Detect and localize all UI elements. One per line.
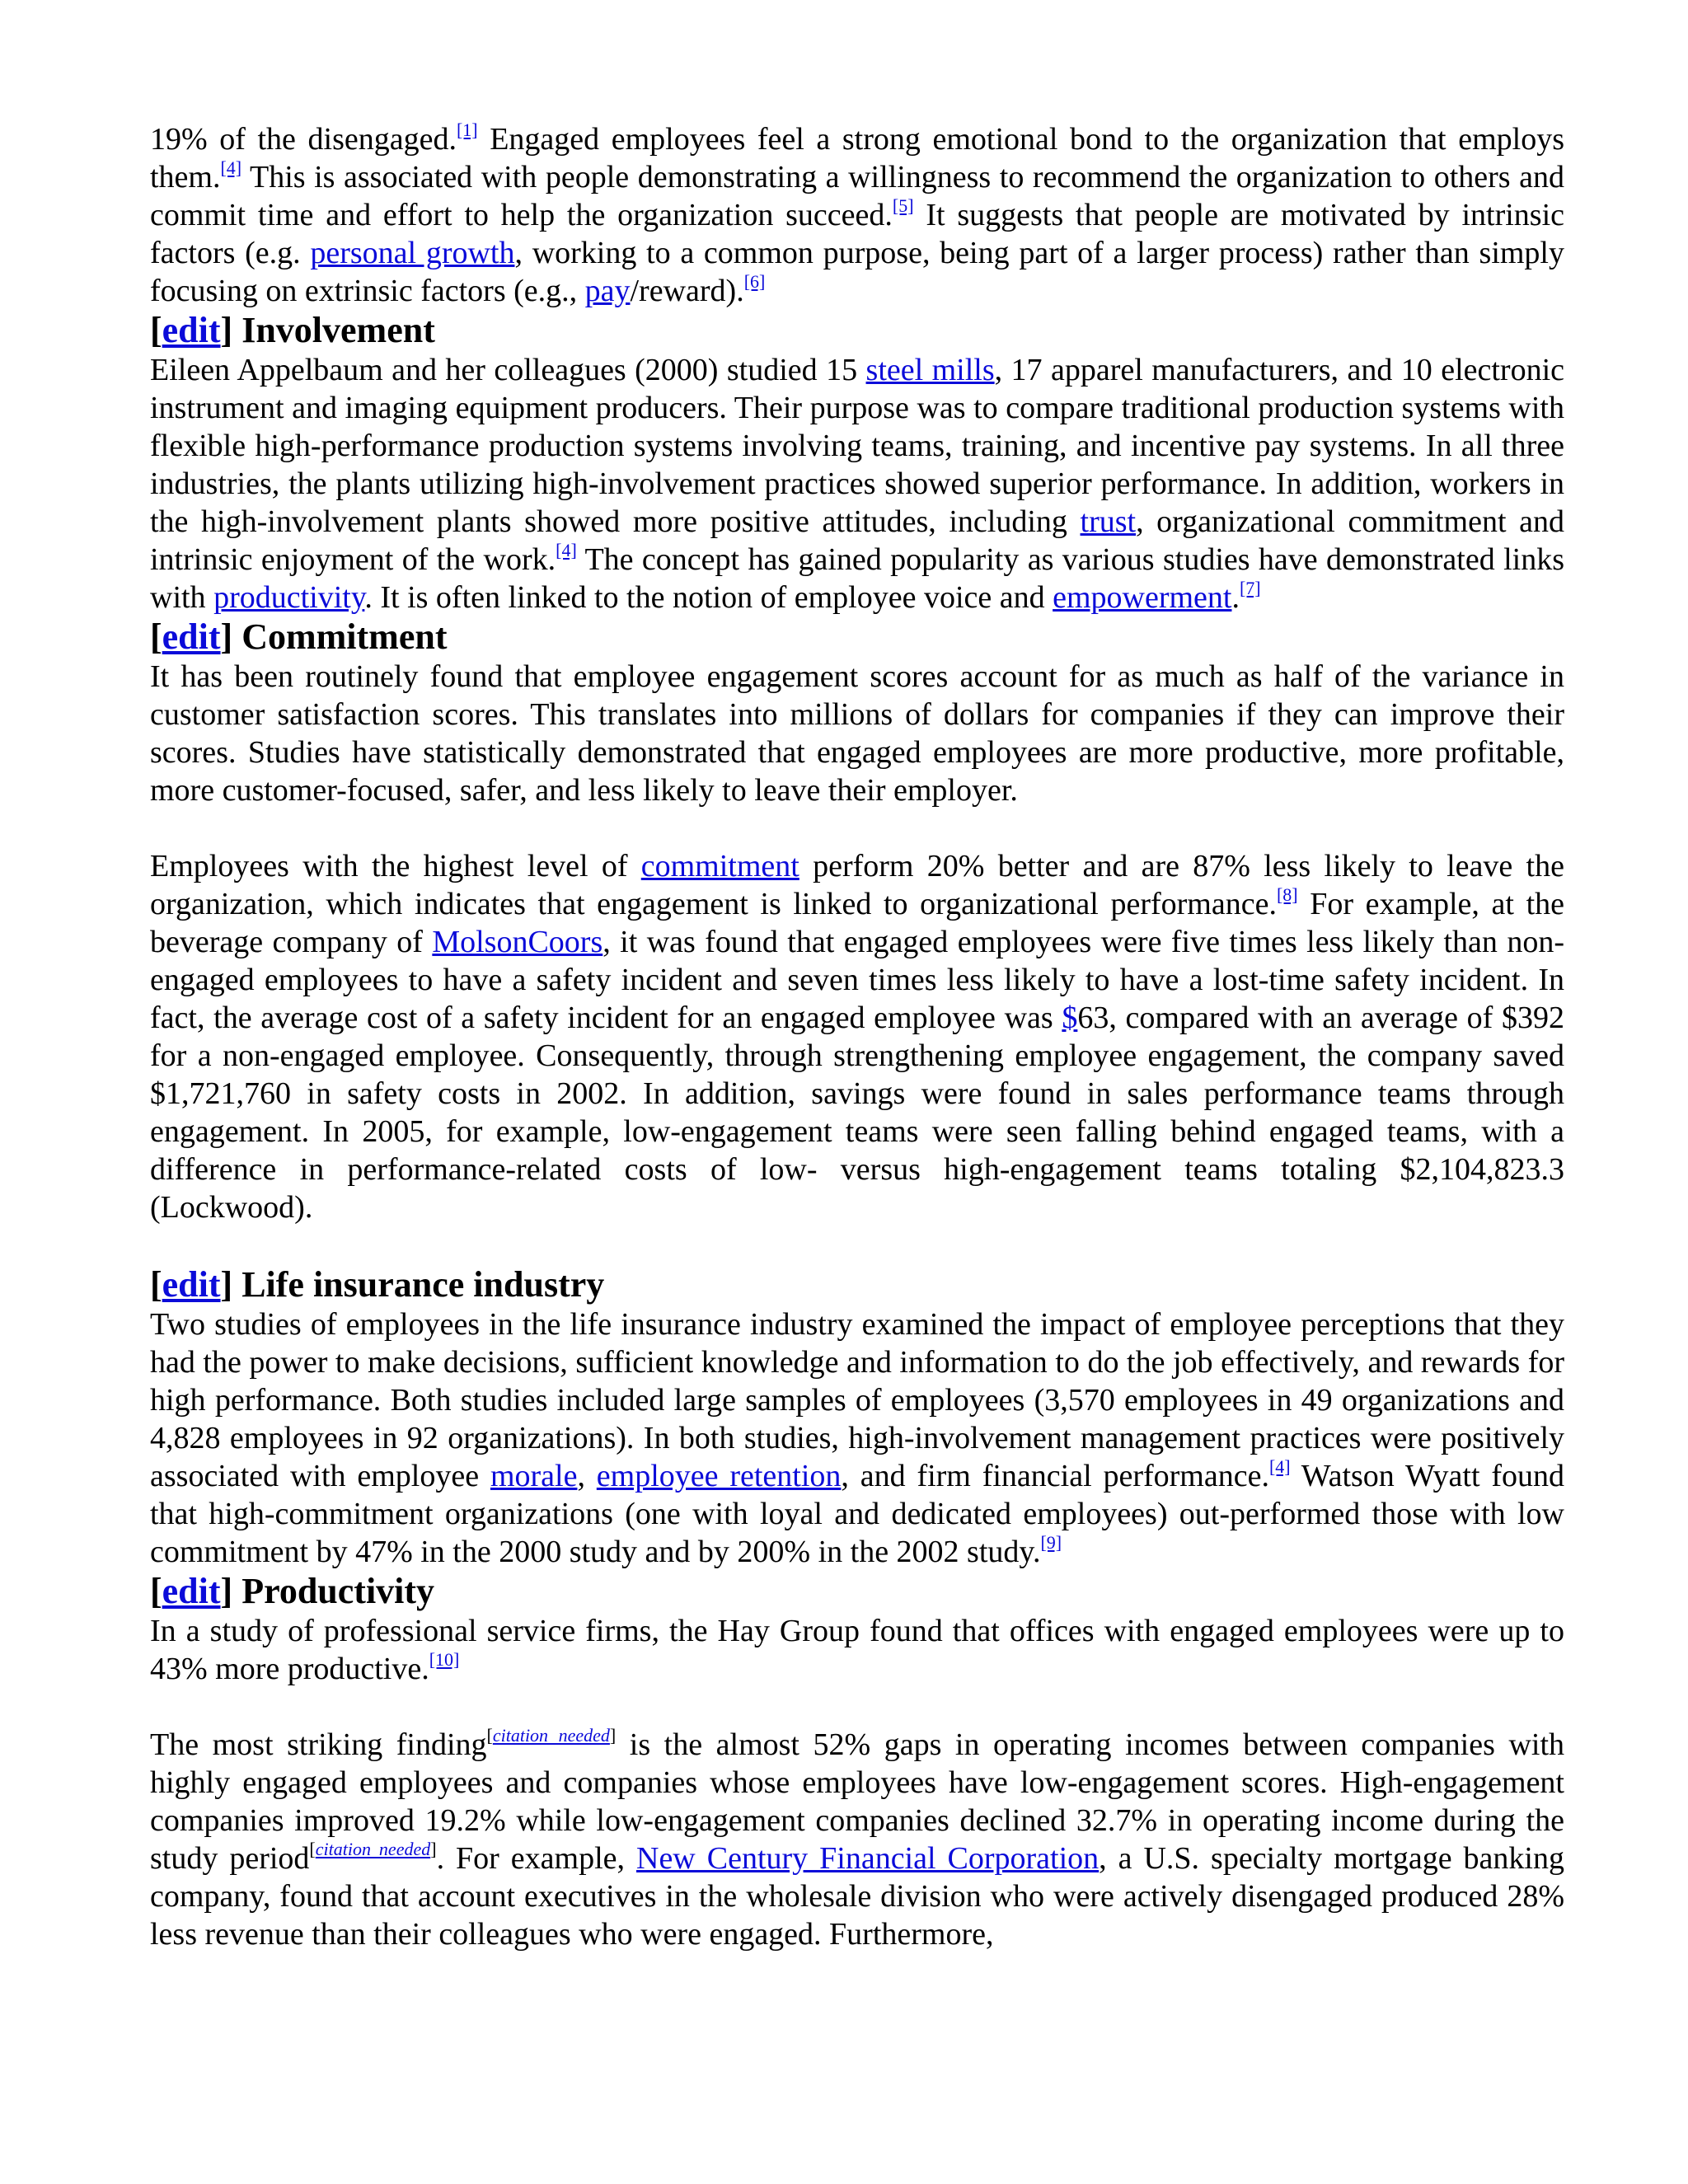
link-new-century-financial[interactable]: New Century Financial Corporation (636, 1841, 1100, 1876)
citation-ref[interactable] (1277, 884, 1298, 905)
section-heading-life-insurance: [edit] Life insurance industry (150, 1264, 605, 1305)
citation-ref[interactable] (744, 271, 766, 292)
text-run: Employees with the highest level of (150, 849, 641, 883)
link-personal-growth[interactable]: personal growth (310, 236, 515, 270)
edit-link-productivity[interactable]: edit (162, 1571, 221, 1611)
heading-text: Life insurance industry (241, 1264, 605, 1305)
text-run: , and firm financial performance. (841, 1459, 1269, 1493)
citation-link-8[interactable]: [8] (1276, 884, 1298, 905)
citation-ref[interactable] (556, 540, 577, 560)
link-molsoncoors[interactable]: MolsonCoors (432, 925, 603, 959)
citation-link-4[interactable]: [4] (220, 157, 242, 178)
section-heading-commitment: [edit] Commitment (150, 616, 448, 657)
heading-text: Involvement (241, 310, 435, 350)
link-commitment[interactable]: commitment (640, 849, 799, 883)
text-run: The most striking finding (150, 1727, 487, 1762)
text-run: /reward). (630, 274, 744, 308)
text-run: Watson Wyatt found that high-commitment organizations (one with loyal and dedicated employees) out-performed those with low commitment by 47% in the 2000 study and by 200% in the 2002 study. (150, 1459, 1564, 1569)
commitment-paragraph-2 (150, 847, 1564, 1226)
link-steel-mills[interactable]: steel mills (865, 353, 995, 387)
productivity-paragraph-1 (150, 1612, 1564, 1688)
intro-paragraph (150, 120, 1564, 310)
text-run: 63, compared with an average of $392 for a non-engaged employee. Consequently, through strengthening employee engagement, the company saved $1,721,760 in safety costs in 2002. In addition, savings were found in sales performance teams through engagement. In 2005, for example, low-engagement teams were seen falling behind engaged teams, with a difference in performance-related costs of low- versus high-engagement teams totaling $2,104,823.3 (Lockwood). (150, 1001, 1564, 1225)
life-insurance-paragraph (150, 1305, 1564, 1571)
citation-link-9[interactable]: [9] (1040, 1532, 1062, 1553)
text-run: Two studies of employees in the life insurance industry examined the impact of employee perceptions that they had the power to make decisions, sufficient knowledge and information to do the job effectively, and rewards for high performance. Both studies included large samples of employees (3,570 employees in 49 organizations and 4,828 employees in 92 organizations). In both studies, high-involvement management practices were positively associated with employee (150, 1307, 1564, 1493)
text-run: This is associated with people demonstrating a willingness to recommend the organization to others and commit time and effort to help the organization succeed. (150, 160, 1564, 232)
text-run: . For example, (436, 1841, 636, 1876)
citation-ref[interactable] (1240, 578, 1261, 598)
text-run: perform 20% better and are 87% less likely to leave the organization, which indicates that engagement is linked to organizational performance. (150, 849, 1564, 921)
citation-needed-link[interactable]: citation needed (492, 1725, 610, 1746)
heading-text: Commitment (241, 616, 448, 657)
link-pay[interactable]: pay (584, 274, 631, 308)
citation-link-1[interactable]: [1] (456, 120, 478, 140)
citation-link-5[interactable]: [5] (892, 195, 914, 216)
text-run: It suggests that people are motivated by intrinsic factors (e.g. (150, 198, 1564, 270)
citation-link-10[interactable]: [10] (429, 1649, 460, 1670)
text-run: , 17 apparel manufacturers, and 10 electronic instrument and imaging equipment producers. Their purpose was to compare traditional production systems with flexible high-performance production systems involving teams, training, and incentive pay systems. In all three industries, the plants utilizing high-involvement practices showed superior performance. In addition, workers in the high-involvement plants showed more positive attitudes, including (150, 353, 1564, 539)
text-run: . It is often linked to the notion of employee voice and (364, 580, 1053, 615)
text-run: Eileen Appelbaum and her colleagues (2000) studied 15 (150, 353, 866, 387)
text-run: The concept has gained popularity as various studies have demonstrated links with (150, 542, 1564, 615)
citation-ref[interactable] (1269, 1456, 1291, 1477)
citation-link-4[interactable]: [4] (556, 540, 577, 560)
text-run: , it was found that engaged employees were five times less likely than non-engaged employees to have a safety incident and seven times less likely to have a lost-time safety incident. In fact, the average cost of a safety incident for an engaged employee was (150, 925, 1564, 1035)
commitment-paragraph-1 (150, 658, 1564, 809)
link-morale[interactable]: morale (490, 1459, 578, 1493)
link-empowerment[interactable]: empowerment (1053, 580, 1232, 615)
text-run: , organizational commitment and intrinsic enjoyment of the work. (150, 504, 1565, 577)
citation-link-4[interactable]: [4] (1268, 1456, 1291, 1477)
edit-link-commitment[interactable]: edit (162, 616, 221, 657)
citation-ref[interactable] (457, 120, 478, 140)
document-page (150, 120, 1564, 1953)
citation-ref[interactable] (893, 195, 914, 216)
citation-ref[interactable] (1040, 1532, 1062, 1553)
section-heading-involvement: [edit] Involvement (150, 310, 435, 350)
link-trust[interactable]: trust (1080, 504, 1137, 539)
link-productivity[interactable]: productivity (213, 580, 365, 615)
citation-link-6[interactable]: [6] (743, 271, 766, 292)
citation-ref[interactable] (220, 157, 241, 178)
text-run: It has been routinely found that employee engagement scores account for as much as half of the variance in customer satisfaction scores. This translates into millions of dollars for companies if they can improve their scores. Studies have statistically demonstrated that engaged employees are more productive, more profitable, more customer-focused, safer, and less likely to leave their employer. (150, 659, 1564, 808)
text-run: For example, at the beverage company of (150, 887, 1564, 959)
heading-text: Productivity (241, 1571, 435, 1611)
text-run: Engaged employees feel a strong emotional bond to the organization that employs them. (150, 122, 1564, 194)
text-run: , (577, 1459, 597, 1493)
edit-link-involvement[interactable]: edit (162, 310, 221, 350)
text-run: 19% of the disengaged. (150, 122, 457, 157)
text-run: . (1231, 580, 1240, 615)
link-dollar[interactable]: $ (1062, 1001, 1078, 1035)
section-heading-productivity: [edit] Productivity (150, 1571, 435, 1611)
text-run: In a study of professional service firms, the Hay Group found that offices with engaged employees were up to 43% more productive. (150, 1614, 1564, 1686)
link-employee-retention[interactable]: employee retention (596, 1459, 842, 1493)
text-run: , a U.S. specialty mortgage banking company, found that account executives in the wholesale division who were actively disengaged produced 28% less revenue than their colleagues who were engaged. Furthermore, (150, 1841, 1564, 1952)
citation-link-7[interactable]: [7] (1239, 578, 1261, 598)
productivity-paragraph-2 (150, 1726, 1564, 1953)
text-run: is the almost 52% gaps in operating incomes between companies with highly engaged employees and companies whose employees have low-engagement scores. High-engagement companies improved 19.2% while low-engagement companies declined 32.7% in operating income during the study period (150, 1727, 1564, 1876)
citation-needed-tag[interactable]: [citation needed] (486, 1725, 617, 1746)
edit-link-life-insurance[interactable]: edit (162, 1264, 221, 1305)
citation-ref[interactable] (429, 1649, 460, 1670)
text-run: , working to a common purpose, being part of a larger process) rather than simply focusing on extrinsic factors (e.g., (150, 236, 1564, 308)
involvement-paragraph (150, 351, 1564, 616)
citation-needed-link[interactable]: citation needed (315, 1839, 431, 1859)
citation-needed-tag[interactable]: [citation needed] (309, 1839, 437, 1859)
